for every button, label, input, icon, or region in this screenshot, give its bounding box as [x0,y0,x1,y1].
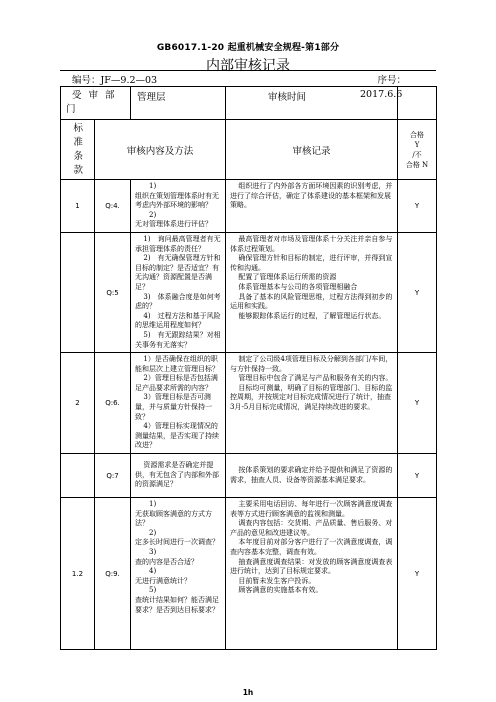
content-cell: 资源需求是否确定并提供，有无包含了内部和外部的资源满足？ [131,454,226,498]
department-label: 受审部门 [61,87,131,120]
record-cell: 最高管理者对市场及管理体系十分关注并亲自参与体系过程策划。 确保管理方针和目标的制定，进行评审，并得到宣传和沟通。 配置了管理体系运行所需的资源 体系管理基本与公司的各项管理相融合 具备了基本的风险管理思维，过程方法得到初步的运用和实践。 能够跟踪体系运行的过程，了解管理运行状态。 [226,232,398,352]
row-label: 1 [61,180,95,233]
result-cell: Y [398,353,437,454]
table-row [61,353,437,454]
record-header: 审核记录 [226,120,398,180]
result-cell: Y [398,232,437,352]
table-row [61,180,437,233]
result-header: 合格 Y /不 合格 N [398,120,437,180]
content-cell: 1) 无获取顾客满意的方式方法？ 2) 定多长时间进行一次调查？ 3) 查的内容是否合适？ 4) 无进行满意统计？ 5) 查统计结果如何？能否满足要求？是否到达目标要求？ [131,498,226,650]
document-number: 编号：JF—9.2—03 [72,75,158,86]
audit-time-label: 审核时间 [226,87,398,120]
page-header: GB6017.1-20 起重机械安全规程-第1部分 [156,43,340,53]
clause-cell: Q:9. [95,498,131,650]
record-cell: 制定了公司级4项管理目标及分解到各部门/车间，与方针保持一致。 管理目标中包含了满足与产品和服务有关的内容。 目标均可测量，明确了目标的管理部门、目标的监控周期，并按规定对目标完成情况进行了统计，抽查3月-5月目标完成情况，满足持续改进的要求。 [226,353,398,454]
row-label [61,454,95,498]
title-rule [60,70,436,71]
clause-cell: Q:4. [95,180,131,233]
result-cell: Y [398,454,437,498]
sequence-label: 序号： [377,75,406,86]
table-row [61,232,437,352]
clause-cell: Q:5 [95,232,131,352]
audit-time-value: 2017.6.6 [398,87,437,120]
clause-cell: Q:7 [95,454,131,498]
result-cell: Y [398,498,437,650]
table-row [61,498,437,650]
meta-row [60,72,436,86]
department-row [61,87,437,120]
table-row [61,454,437,498]
content-header: 审核内容及方法 [95,120,226,180]
record-cell: 组织进行了内外部各方面环境因素的识别考虑，并进行了综合评估，确定了体系建设的基本框架和发展策略。 [226,180,398,233]
row-label [61,232,95,352]
audit-table [60,86,437,650]
department-value: 管理层 [131,87,226,120]
column-header-row [61,120,437,180]
content-cell: 1）是否确保在组织的职能和层次上建立管理目标？ 2）管理目标是否包括满足产品要求所需的内容？ 3）管理目标是否可测量，并与质量方针保持一致？ 4）管理目标实现情况的测量结果，是否实现了持续改进？ [131,353,226,454]
page-number: 1h [242,688,254,697]
clause-header: 标准条款 [61,120,95,180]
clause-cell: Q:6. [95,353,131,454]
row-label: 2 [61,353,95,454]
content-cell: 1) 组织在策划管理体系时有无考虑内外部环境的影响？ 2) 无对管理体系进行评估？ [131,180,226,233]
record-cell: 主要采用电话回访、每年进行一次顾客满意度调查表等方式进行顾客满意的监视和测量。 调查内容包括：交货期、产品质量、售后服务、对产品的意见和改进建议等。 本年度目前对部分客户进行了一次满意度调查，调查内容基本完整，调查有效。 抽查满意度调查结果：对发放的顾客满意度调查表进行统计，达到了目标规定要求。 目前暂未发生客户投诉。 顾客满意的实施基本有效。 [226,498,398,650]
content-cell: 1) 询问最高管理者有无承担管理体系的责任？ 2) 有无确保管理方针和目标的制定？是否适宜？有无沟通？资源配置是否满足？ 3) 体系融合度是如何考虑的？ 4) 过程方法和基于风险的思维运用程度如何？ 5) 有无跟踪结果？对相关事务有无落实？ [131,232,226,352]
record-cell: 按体系策划的要求确定并给予提供和满足了资源的需求，抽查人员、设备等资源基本满足要求。 [226,454,398,498]
result-cell: Y [398,180,437,233]
document-title: 内部审核记录 [206,58,290,74]
row-label: 1.2 [61,498,95,650]
